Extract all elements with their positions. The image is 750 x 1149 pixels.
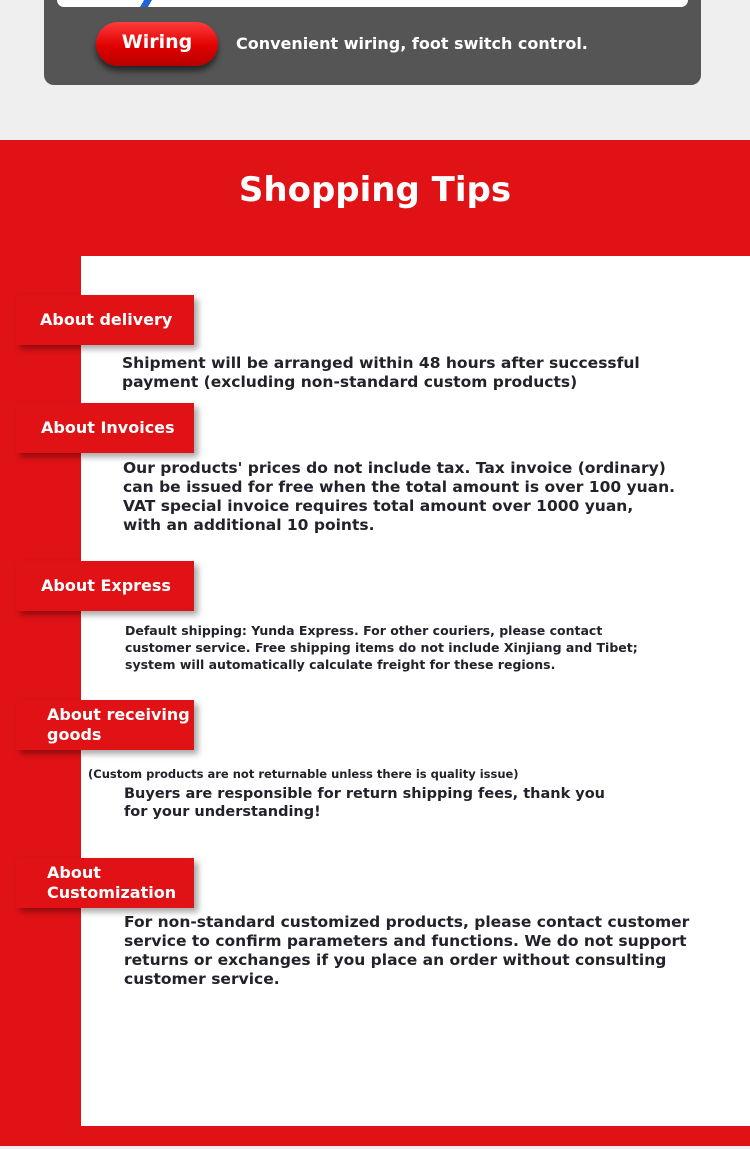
wiring-badge <box>96 22 218 66</box>
invoices-line: can be issued for free when the total amount is over 100 yuan. <box>123 478 676 496</box>
tag-label: goods <box>47 725 102 744</box>
customization-line: service to confirm parameters and functions. We do not support <box>124 932 687 950</box>
delivery-line: Shipment will be arranged within 48 hours after successful <box>122 354 640 372</box>
wiring-description: Convenient wiring, foot switch control. <box>236 34 588 53</box>
customization-line: returns or exchanges if you place an order without consulting <box>124 951 667 969</box>
receiving-line: Buyers are responsible for return shipping fees, thank you <box>124 786 606 802</box>
tag-about-receiving-goods <box>16 700 194 750</box>
receiving-line: for your understanding! <box>124 804 321 820</box>
customization-text <box>124 913 689 989</box>
receiving-note: (Custom products are not returnable unless there is quality issue) <box>88 767 519 781</box>
express-line: Default shipping: Yunda Express. For other couriers, please contact <box>125 623 603 638</box>
express-text <box>125 622 638 673</box>
invoices-line: Our products' prices do not include tax. Tax invoice (ordinary) <box>123 459 666 477</box>
express-line: customer service. Free shipping items do not include Xinjiang and Tibet; <box>125 640 638 655</box>
receiving-text <box>124 785 605 821</box>
tag-about-delivery <box>16 295 194 345</box>
delivery-line: payment (excluding non-standard custom products) <box>122 373 578 391</box>
invoices-line: with an additional 10 points. <box>123 516 375 534</box>
customization-line: customer service. <box>124 970 280 988</box>
customization-line: For non-standard customized products, please contact customer <box>124 913 690 931</box>
tag-about-invoices <box>16 403 194 453</box>
section-title: Shopping Tips <box>238 170 512 210</box>
express-line: system will automatically calculate freight for these regions. <box>125 657 556 672</box>
tag-label: About receiving <box>47 705 190 724</box>
tag-label: About delivery <box>40 310 173 329</box>
tag-about-customization <box>16 858 194 908</box>
tag-label: About Invoices <box>41 418 175 437</box>
delivery-text <box>122 354 640 392</box>
shopping-tips-section <box>0 140 750 1146</box>
invoices-text <box>123 459 675 535</box>
blue-wire-graphic <box>135 0 157 7</box>
tag-label: Customization <box>47 883 177 902</box>
product-image-strip <box>57 0 688 7</box>
tag-label: About <box>47 863 101 882</box>
wiring-feature-panel <box>44 0 701 85</box>
tag-about-express <box>16 561 194 611</box>
tag-label: About Express <box>41 576 171 595</box>
wiring-badge-label: Wiring <box>121 31 193 53</box>
invoices-line: VAT special invoice requires total amount over 1000 yuan, <box>123 497 634 515</box>
